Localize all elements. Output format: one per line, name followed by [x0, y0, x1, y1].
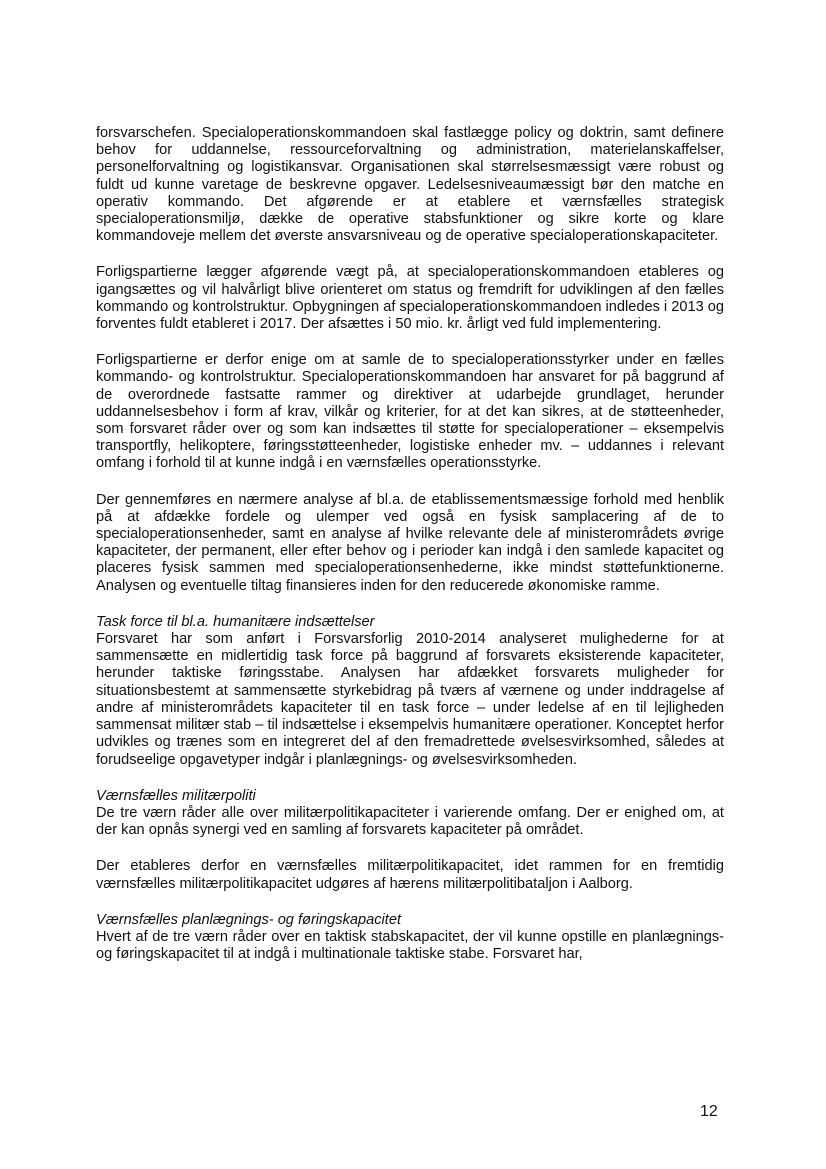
paragraph-forligspartierne-enige: Forligspartierne er derfor enige om at samle de to specialoperationsstyrker under en fælles kommando- og kontrolstruktur. Specialoperationskommandoen har ansvaret for på baggrund af de overordnede fastsatte rammer og direktiver at udarbejde grundlaget, herunder uddannelsesbehov i form af krav, vilkår og kriterier, for at det kan sikres, at de støtteenheder, som forsvaret råder over og som kan indsættes til støtte for specialoperationer – eksempelvis transportfly, helikoptere, føringsstøtteenheder, logistiske enheder mv. – uddannes i relevant omfang i forhold til at kunne indgå i en værnsfælles operationsstyrke.: [96, 352, 724, 472]
paragraph-analyse: Der gennemføres en nærmere analyse af bl.a. de etablissementsmæssige forhold med henblik på at afdække fordele og ulemper ved også en fysisk samplacering af de to specialoperationsenheder, samt en analyse af hvilke relevante dele af ministerområdets øvrige kapaciteter, der permanent, eller efter behov og i perioder kan indgå i den samlede kapacitet og placeres fysisk sammen med specialoperationsenhederne, ikke mindst støttefunktionerne. Analysen og eventuelle tiltag finansieres inden for den reducerede økonomiske ramme.: [96, 491, 724, 594]
paragraph-planlaegning: Hvert af de tre værn råder over en taktisk stabskapacitet, der vil kunne opstille en planlægnings- og føringskapacitet til at indgå i multinationale taktiske stabe. Forsvaret har,: [96, 928, 724, 963]
paragraph-militaerpoliti-1: De tre værn råder alle over militærpolitikapaciteter i varierende omfang. Der er enighed om, at der kan opnås synergi ved en samling af forsvarets kapaciteter på området.: [96, 804, 724, 839]
heading-task-force: Task force til bl.a. humanitære indsættelser: [96, 613, 375, 630]
heading-militaerpoliti: Værnsfælles militærpoliti: [96, 787, 256, 804]
paragraph-kommando-ansvar: forsvarschefen. Specialoperationskommandoen skal fastlægge policy og doktrin, samt definere behov for uddannelse, ressourceforvaltning og administration, materielanskaffelser, personelforvaltning og logistikansvar. Organisationen skal størrelsesmæssigt være robust og fuldt ud kunne varetage de beskrevne opgaver. Ledelsesniveaumæssigt bør den matche en operativ kommando. Det afgørende er at etablere et værnsfælles strategisk specialoperationsmiljø, dække de operative stabsfunktioner og sikre korte og klare kommandoveje mellem det øverste ansvarsniveau og de operative specialoperationskapaciteter.: [96, 125, 724, 245]
page-number: 12: [700, 1103, 718, 1120]
paragraph-militaerpoliti-2: Der etableres derfor en værnsfælles militærpolitikapacitet, idet rammen for en fremtidig værnsfælles militærpolitikapacitet udgøres af hærens militærpolitibataljon i Aalborg.: [96, 858, 724, 892]
heading-planlaegning: Værnsfælles planlægnings- og føringskapacitet: [96, 911, 401, 928]
page-body: [96, 125, 724, 982]
paragraph-task-force: Forsvaret har som anført i Forsvarsforlig 2010-2014 analyseret mulighederne for at sammensætte en midlertidig task force på baggrund af forsvarets eksisterende kapaciteter, herunder taktiske føringsstabe. Analysen har afdækket forsvarets muligheder for situationsbestemt at sammensætte styrkebidrag på tværs af værnene og under inddragelse af andre af ministerområdets kapaciteter til en task force – under ledelse af en til lejligheden sammensat militær stab – til indsættelse i eksempelvis humanitære operationer. Konceptet herfor udvikles og trænes som en integreret del af den fremadrettede øvelsesvirksomhed, således at forudseelige opgavetyper indgår i planlægnings- og øvelsesvirksomheden.: [96, 631, 724, 768]
paragraph-forligspartierne-vaegt: Forligspartierne lægger afgørende vægt på, at specialoperationskommandoen etableres og igangsættes og vil halvårligt blive orienteret om status og fremdrift for udviklingen af den fælles kommando og kontrolstruktur. Opbygningen af specialoperationskommandoen indledes i 2013 og forventes fuldt etableret i 2017. Der afsættes i 50 mio. kr. årligt ved fuld implementering.: [96, 264, 724, 333]
